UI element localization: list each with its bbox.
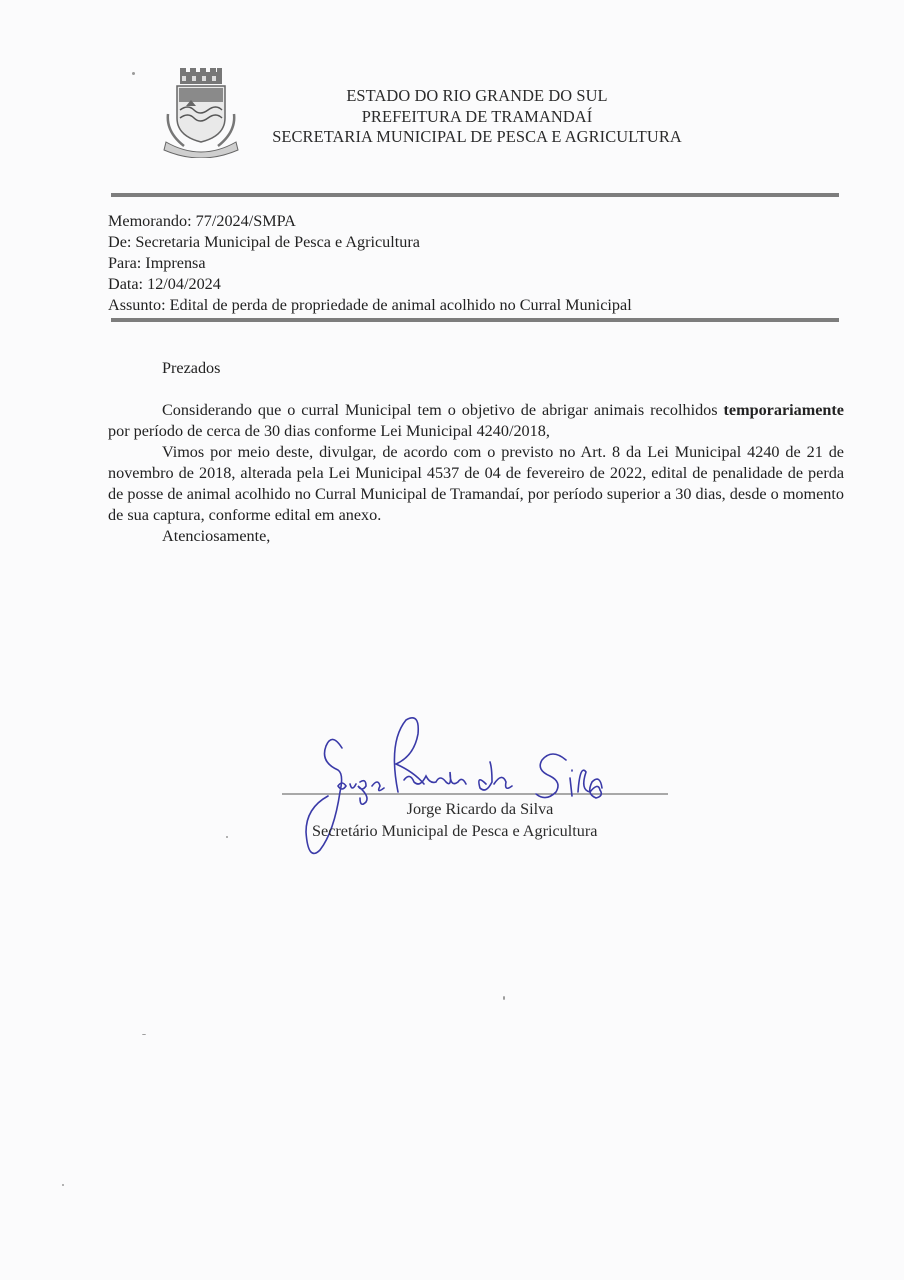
scan-speck: [503, 996, 505, 1000]
paragraph-considering-start: Considerando que o curral Municipal tem o objetivo de abrigar animais recolhidos: [162, 401, 724, 419]
scan-speck: [142, 1034, 146, 1035]
closing: Atenciosamente,: [162, 527, 271, 545]
memo-subject: Assunto: Edital de perda de propriedade de animal acolhido no Curral Municipal: [108, 296, 632, 314]
signatory-role: Secretário Municipal de Pesca e Agricultura: [312, 822, 598, 840]
memo-to: Para: Imprensa: [108, 254, 206, 272]
letterhead: [240, 86, 714, 148]
handwritten-signature-icon: [280, 712, 680, 872]
scan-speck: [226, 836, 228, 838]
signature-block: [280, 712, 680, 872]
memo-date: Data: 12/04/2024: [108, 275, 221, 293]
memo-from: De: Secretaria Municipal de Pesca e Agricultura: [108, 233, 420, 251]
memo-body: [108, 358, 844, 547]
scan-speck: [62, 1184, 64, 1186]
letterhead-prefecture: PREFEITURA DE TRAMANDAÍ: [361, 106, 593, 126]
paragraph-notice: Vimos por meio deste, divulgar, de acordo com o previsto no Art. 8 da Lei Municipal 4240 de 21 de novembro de 2018, alterada pela Lei Municipal 4537 de 04 de fevereiro de 2022, edital de penalidade de perda de posse de animal acolhido no Curral Municipal de Tramandaí, por período superior a 30 dias, desde o momento de sua captura, conforme edital em anexo.: [108, 443, 844, 524]
header-divider: [111, 193, 839, 197]
letterhead-state: ESTADO DO RIO GRANDE DO SUL: [346, 86, 608, 105]
paragraph-considering: [108, 400, 844, 442]
scan-speck: [132, 72, 135, 75]
letterhead-secretariat: SECRETARIA MUNICIPAL DE PESCA E AGRICULTURA: [272, 127, 682, 146]
signatory-name: Jorge Ricardo da Silva: [406, 800, 554, 818]
memo-metadata: [108, 211, 632, 316]
emphasis-temporariamente: temporariamente: [723, 401, 844, 419]
paragraph-considering-end: por período de cerca de 30 dias conforme Lei Municipal 4240/2018,: [108, 422, 550, 440]
greeting: Prezados: [162, 359, 221, 377]
coat-of-arms-icon: [160, 66, 242, 158]
memo-number: Memorando: 77/2024/SMPA: [108, 212, 296, 230]
metadata-divider: [111, 318, 839, 322]
